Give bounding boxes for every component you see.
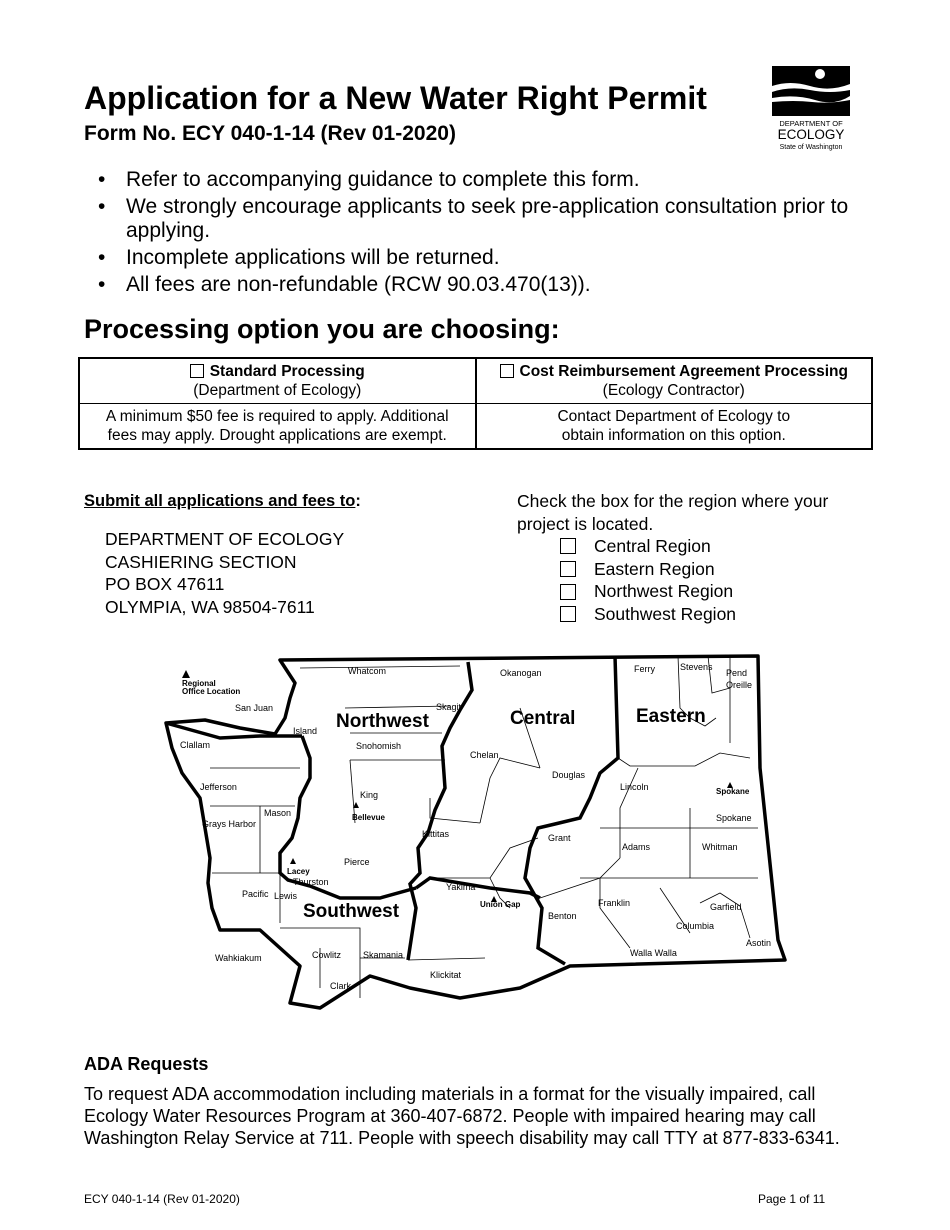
- legend-line1: Regional: [182, 679, 216, 688]
- region-option-label: Southwest Region: [594, 603, 737, 624]
- eastern-region-checkbox[interactable]: [560, 561, 576, 577]
- standard-processing-cell: [79, 358, 476, 404]
- county-label: Snohomish: [356, 741, 402, 751]
- address-line: OLYMPIA, WA 98504-7611: [105, 597, 315, 618]
- instruction-item: • Incomplete applications will be returned.: [98, 246, 878, 270]
- county-label: Douglas: [552, 770, 586, 780]
- county-label: Pacific: [242, 889, 269, 899]
- logo-line1: DEPARTMENT OF: [779, 119, 843, 128]
- county-label: Oreille: [726, 680, 753, 690]
- standard-desc-line2: fees may apply. Drought applications are exempt.: [107, 427, 447, 444]
- county-label: San Juan: [235, 703, 274, 713]
- county-label: Mason: [264, 808, 292, 818]
- county-label: Franklin: [598, 898, 631, 908]
- county-label: Cowlitz: [312, 950, 342, 960]
- cost-reimbursement-title: Cost Reimbursement Agreement Processing: [519, 363, 848, 380]
- central-region-checkbox[interactable]: [560, 538, 576, 554]
- standard-processing-subtitle: (Department of Ecology): [193, 382, 362, 399]
- ada-heading: ADA Requests: [84, 1054, 209, 1074]
- county-label: Lewis: [274, 891, 298, 901]
- county-label: Spokane: [716, 787, 750, 796]
- county-label: Adams: [622, 842, 651, 852]
- county-label: Asotin: [746, 938, 772, 948]
- county-label: Klickitat: [430, 970, 462, 980]
- county-label: Skagit: [436, 702, 462, 712]
- county-label: Whitman: [702, 842, 738, 852]
- address-line: DEPARTMENT OF ECOLOGY: [105, 529, 345, 549]
- county-label: Okanogan: [500, 668, 542, 678]
- instruction-item: • All fees are non-refundable (RCW 90.03.470(13)).: [98, 273, 878, 297]
- region-label-northwest: Northwest: [336, 711, 429, 732]
- region-option-label: Eastern Region: [594, 558, 715, 579]
- southwest-region-checkbox[interactable]: [560, 606, 576, 622]
- county-label: Lincoln: [620, 782, 649, 792]
- footer-page-number: Page 1 of 11: [758, 1192, 826, 1206]
- footer-form-ref: ECY 040-1-14 (Rev 01-2020): [84, 1192, 240, 1206]
- office-marker-icon: [182, 670, 190, 678]
- submit-label-colon: :: [355, 492, 361, 510]
- ada-text: To request ADA accommodation including materials in a format for the visually impaired, call Ecology Water Resources Program at 360-407-6872. People with impaired hearing may call Washington Relay Service at 711. People with speech disability may call TTY at 877-833-6341.: [84, 1084, 840, 1148]
- standard-processing-description: [79, 404, 476, 450]
- cost-reimbursement-description: [476, 404, 873, 450]
- processing-options-table: [78, 357, 873, 450]
- county-label: Kittitas: [422, 829, 450, 839]
- central-sw-boundary: [416, 878, 540, 898]
- form-number: Form No. ECY 040-1-14 (Rev 01-2020): [84, 122, 456, 145]
- county-label: Island: [293, 726, 318, 736]
- county-label: Union Gap: [480, 900, 521, 909]
- cost-reimbursement-cell: [476, 358, 873, 404]
- county-label: Grant: [548, 833, 571, 843]
- cost-reimbursement-subtitle: (Ecology Contractor): [602, 382, 745, 399]
- submit-label-text: Submit all applications and fees to: [84, 492, 356, 510]
- region-option-northwest[interactable]: [560, 580, 736, 603]
- lacey-office-icon: [290, 858, 296, 864]
- processing-heading: Processing option you are choosing:: [84, 314, 560, 344]
- county-label: Ferry: [634, 664, 655, 674]
- region-label-southwest: Southwest: [303, 901, 400, 922]
- mailing-address: [105, 528, 344, 619]
- instruction-item: • We strongly encourage applicants to seek pre-application consultation prior to applying.: [98, 195, 878, 243]
- county-label: Stevens: [680, 662, 713, 672]
- county-label: Thurston: [293, 877, 329, 887]
- logo-sun-icon: [815, 69, 825, 79]
- county-label: Lacey: [287, 867, 310, 876]
- page-title: Application for a New Water Right Permit: [84, 80, 707, 116]
- county-label: Chelan: [470, 750, 499, 760]
- county-label: Wahkiakum: [215, 953, 262, 963]
- county-label: Pierce: [344, 857, 370, 867]
- region-option-label: Central Region: [594, 535, 711, 556]
- county-label: Spokane: [716, 813, 752, 823]
- northwest-region-checkbox[interactable]: [560, 584, 576, 600]
- county-label: Yakima: [446, 882, 476, 892]
- ecology-logo: [770, 64, 852, 154]
- cost-desc-line2: obtain information on this option.: [561, 427, 786, 444]
- region-label-eastern: Eastern: [636, 706, 706, 727]
- instruction-list: [98, 168, 878, 300]
- instruction-item: • Refer to accompanying guidance to complete this form.: [98, 168, 878, 192]
- county-label: Bellevue: [352, 813, 385, 822]
- region-intro: Check the box for the region where your project is located.: [517, 491, 829, 534]
- county-label: Pend: [726, 668, 748, 678]
- region-checklist: [560, 535, 736, 626]
- county-label: Garfield: [710, 902, 742, 912]
- county-label: King: [360, 790, 379, 800]
- submit-label: [84, 492, 361, 511]
- county-label: Clallam: [180, 740, 211, 750]
- cost-desc-line1: Contact Department of Ecology to: [557, 408, 791, 425]
- address-line: PO BOX 47611: [105, 574, 225, 595]
- washington-regions-map: [160, 648, 800, 1026]
- county-label: Benton: [548, 911, 577, 921]
- county-label: Columbia: [676, 921, 715, 931]
- region-label-central: Central: [510, 708, 576, 729]
- region-option-southwest[interactable]: [560, 603, 736, 626]
- county-label: Clark: [330, 981, 352, 991]
- logo-line2: ECOLOGY: [777, 127, 845, 142]
- county-label: Whatcom: [348, 666, 387, 676]
- region-option-central[interactable]: [560, 535, 736, 558]
- county-label: Grays Harbor: [202, 819, 257, 829]
- logo-line3: State of Washington: [779, 144, 843, 151]
- county-label: Walla Walla: [630, 948, 677, 958]
- standard-processing-checkbox[interactable]: [190, 364, 204, 378]
- county-label: Skamania: [363, 950, 404, 960]
- region-option-eastern[interactable]: [560, 558, 736, 581]
- county-label: Jefferson: [200, 782, 237, 792]
- legend-line2: Office Location: [182, 687, 241, 696]
- address-line: CASHIERING SECTION: [105, 551, 297, 572]
- cost-reimbursement-checkbox[interactable]: [500, 364, 514, 378]
- standard-desc-line1: A minimum $50 fee is required to apply. Additional: [105, 408, 449, 425]
- standard-processing-title: Standard Processing: [209, 363, 365, 380]
- region-option-label: Northwest Region: [594, 581, 734, 602]
